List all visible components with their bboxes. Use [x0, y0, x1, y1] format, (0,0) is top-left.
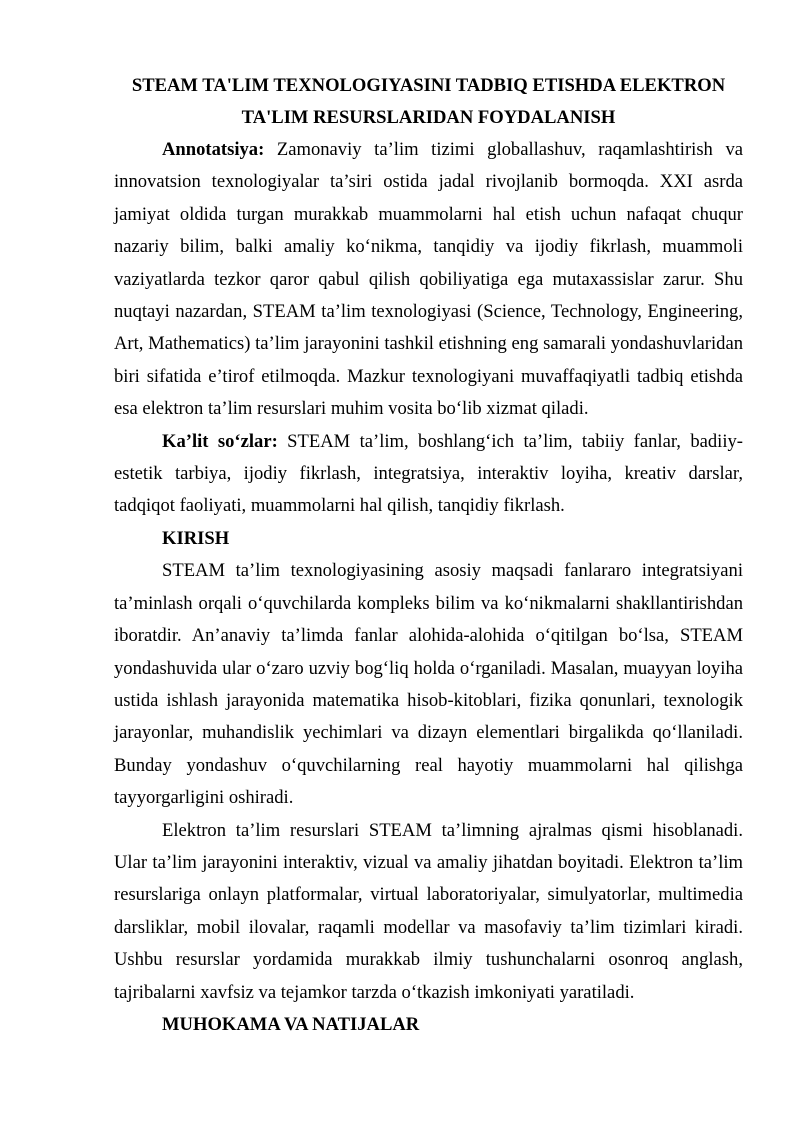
annotation-text: Zamonaviy ta’lim tizimi globallashuv, raqamlashtirish va innovatsion texnologiyalar ta’siri ostida jadal rivojlanib bormoqda. XXI asrda jamiyat oldida turgan murakkab muammolarni hal etish uchun nafaqat chuqur nazariy bilim, balki amaliy ko‘nikma, tanqidiy va ijodiy fikrlash, muammoli vaziyatlarda tezkor qaror qabul qilish qobiliyatiga ega mutaxassislar zarur. Shu nuqtayi nazardan, STEAM ta’lim texnologiyasi (Science, Technology, Engineering, Art, Mathematics) ta’lim jarayonini tashkil etishning eng samarali yondashuvlaridan biri sifatida e’tirof etilmoqda. Mazkur texnologiyani muvaffaqiyatli tadbiq etishda esa elektron ta’lim resurslari muhim vosita bo‘lib xizmat qiladi.	[114, 139, 743, 420]
intro-paragraph-1: STEAM ta’lim texnologiyasining asosiy maqsadi fanlararo integratsiyani ta’minlash orqali o‘quvchilarda kompleks bilim va ko‘nikmalarni shakllantirishdan iboratdir. An’anaviy ta’limda fanlar alohida-alohida o‘qitilgan bo‘lsa, STEAM yondashuvida ular o‘zaro uzviy bog‘liq holda o‘rganiladi. Masalan, muayyan loyiha ustida ishlash jarayonida matematika hisob-kitoblari, fizika qonunlari, texnologik jarayonlar, muhandislik yechimlari va dizayn elementlari birgalikda qo‘llaniladi. Bunday yondashuv o‘quvchilarning real hayotiy muammolarni hal qilishga tayyorgarligini oshiradi.	[114, 560, 743, 809]
annotation-label: Annotatsiya:	[162, 139, 265, 160]
document-title	[114, 70, 743, 134]
discussion-heading: MUHOKAMA VA NATIJALAR	[162, 1013, 420, 1035]
keywords-label: Ka’lit so‘zlar:	[162, 430, 278, 452]
title-line-1: STEAM TA'LIM TEXNOLOGIYASINI TADBIQ ETISHDA ELEKTRON	[131, 75, 726, 96]
keywords-text: STEAM ta’lim, boshlang‘ich ta’lim, tabiiy fanlar, badiiy-estetik tarbiya, ijodiy fikrlash, integratsiya, interaktiv loyiha, kreativ darslar, tadqiqot faoliyati, muammolarni hal qilish, tanqidiy fikrlash.	[114, 430, 743, 517]
intro-heading: KIRISH	[162, 527, 230, 549]
title-line-2: TA'LIM RESURSLARIDAN FOYDALANISH	[241, 107, 616, 128]
keywords-paragraph	[114, 426, 743, 523]
intro-paragraph-2: Elektron ta’lim resurslari STEAM ta’limning ajralmas qismi hisoblanadi. Ular ta’lim jarayonini interaktiv, vizual va amaliy jihatdan boyitadi. Elektron ta’lim resurslariga onlayn platformalar, virtual laboratoriyalar, simulyatorlar, multimedia darsliklar, mobil ilovalar, raqamli modellar va masofaviy ta’lim tizimlari kiradi. Ushbu resurslar yordamida murakkab ilmiy tushunchalarni osonroq anglash, tajribalarni xavfsiz va tejamkor tarzda o‘tkazish imkoniyati yaratiladi.	[114, 819, 743, 1003]
annotation-paragraph	[114, 134, 743, 426]
